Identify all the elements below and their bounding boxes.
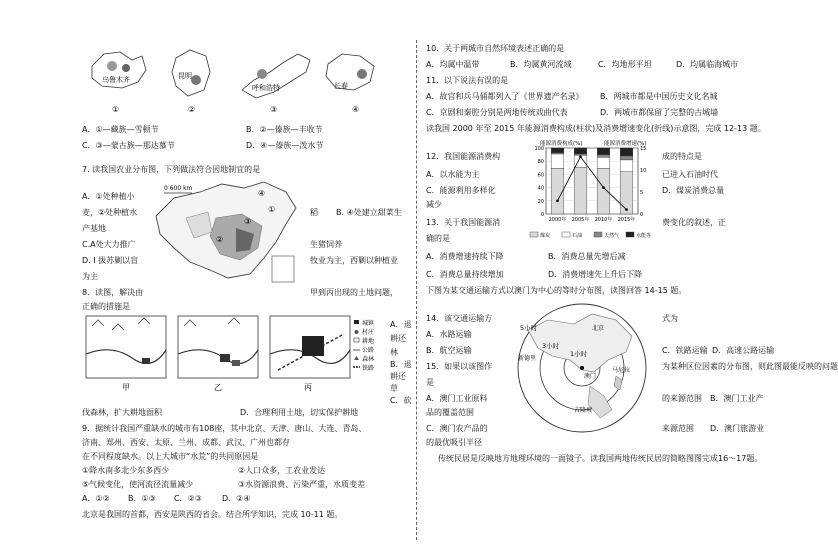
- q7-option-b-2: 产基地: [82, 224, 106, 233]
- q12-option-d: D．煤炭消费总量: [662, 186, 725, 195]
- q11-stem: 11．以下说法有误的是: [426, 76, 509, 85]
- y-tick-right: 15: [640, 146, 647, 152]
- bar-水能等: [574, 148, 587, 154]
- y-tick-left: 60: [537, 172, 544, 179]
- ring-label-5h: 5小时: [520, 324, 538, 332]
- q14-option-d: D．高速公路运输: [712, 346, 775, 355]
- q13-option-a: A．消费增速持续下降: [426, 252, 504, 261]
- svg-text:①: ①: [112, 105, 120, 114]
- marker-1: ①: [268, 205, 276, 214]
- q12-stem-2: 成的特点是: [662, 152, 702, 161]
- q9-line-2: 济南、郑州、西安、太原、兰州、成都、武汉、广州也都存: [82, 438, 290, 447]
- q8-stem-3: 正确的措施是: [82, 302, 130, 311]
- growth-point: [602, 186, 605, 189]
- map-3: [242, 54, 310, 114]
- x-tick-label: 2010年: [594, 217, 613, 223]
- q11-option-b: B．两城市都是中国历史文化名城: [600, 92, 718, 101]
- q7-option-d-2: 牧业为主，西剿以种植业: [310, 256, 398, 265]
- q9-item-3: ③水资源浪费、污染严重，水质变差: [238, 480, 366, 489]
- q12-option-a: A．以水能为主: [426, 170, 480, 179]
- map-1: [92, 52, 146, 114]
- marker-3: ③: [244, 217, 252, 226]
- growth-point: [556, 200, 559, 203]
- panel-yi: [178, 316, 258, 392]
- bar-水能等: [551, 148, 564, 153]
- marker-4: ④: [258, 189, 266, 198]
- q9-item-2: ②人口众多，工农业发达: [238, 466, 326, 475]
- bar-水能等: [597, 148, 610, 155]
- map-caption-1: 乌鲁木齐: [102, 76, 130, 84]
- q7-option-a-1: A．①处种植小: [82, 192, 135, 201]
- bar-天然气: [620, 156, 633, 160]
- svg-text:城镇: 城镇: [362, 320, 375, 327]
- q8-option-c-text: 伐森林，扩大耕地面积: [82, 408, 162, 417]
- q13-stem-2: 费变化的叙述，正: [662, 218, 726, 227]
- q9-option-b: B．①③: [128, 494, 156, 503]
- q6-option-d: D．④—傣族—泼水节: [246, 141, 324, 150]
- q8-option-d: D．合理利用土地，切实保护耕地: [240, 408, 359, 417]
- map-caption-4: 长春: [334, 82, 348, 90]
- q15-option-d-2: 的最优吸引半径: [426, 438, 482, 447]
- bar-水能等: [620, 148, 633, 156]
- panel-bing: [270, 316, 350, 392]
- legend-swatch-水能等: [626, 232, 634, 237]
- legend-swatch-天然气: [594, 232, 602, 237]
- q14-15-intro: 下图为某交通运输方式以澳门为中心的等时分布图，读图回答 14-15 题。: [426, 286, 687, 295]
- q7-option-d-3: 为主: [82, 272, 98, 281]
- svg-text:③: ③: [270, 105, 278, 114]
- q8-option-a-3: 林: [390, 348, 398, 357]
- q10-option-b: B．均属黄河流域: [510, 60, 572, 69]
- q9-line-1: 9．据统计我国严重缺水的城市有108座，其中北京、天津、唐山、大连、青岛、: [82, 424, 367, 433]
- q8-option-c: C．砍: [390, 396, 412, 405]
- q8-stem-1: 8．读图，解决由: [82, 288, 144, 297]
- q15-option-c-2: 来源范围: [662, 424, 694, 433]
- isochrone-map: [508, 300, 658, 436]
- map-caption-3: 呼和浩特: [252, 84, 280, 92]
- ring-label-3h: 3小时: [542, 342, 560, 350]
- place-manila: 马尼拉: [612, 367, 631, 374]
- q15-stem-2: 为某种区位因素的分布图，则此图最能反映的问题: [662, 362, 838, 371]
- q14-option-b: B．航空运输: [426, 346, 472, 355]
- bar-石油: [551, 154, 564, 169]
- q14-stem-2: 式为: [662, 314, 678, 323]
- legend-label-天然气: 天然气: [604, 233, 620, 239]
- bar-石油: [597, 157, 610, 168]
- ring-label-1h: 1小时: [570, 350, 588, 358]
- q9-item-1: ①降水南多北少东多西少: [82, 466, 170, 475]
- q9-option-c: C．②③: [174, 494, 202, 503]
- x-tick-label: 2005年: [571, 217, 590, 223]
- q10-stem: 10．关于两城市自然环境表述正确的是: [426, 44, 565, 53]
- svg-text:丙: 丙: [304, 383, 312, 392]
- q15-option-b: B．澳门工业产: [710, 394, 764, 403]
- chart-legend: [530, 232, 651, 239]
- q10-option-a: A．均属中温带: [426, 60, 480, 69]
- q9-item-4: ⑤气候变化，使河流径流量减少: [82, 480, 194, 489]
- y-tick-right: 0: [640, 212, 644, 218]
- q12-stem-1: 12．我国能源消费构: [426, 152, 501, 161]
- q13-stem-3: 确的是: [426, 234, 450, 243]
- growth-point: [625, 208, 628, 211]
- legend-swatch-石油: [562, 232, 570, 237]
- panel-jia: [86, 316, 166, 392]
- legend-label-水能等: 水能等: [636, 233, 652, 239]
- q15-option-c: C．澳门农产品的: [426, 424, 488, 433]
- q15-stem-3: 是: [426, 378, 434, 387]
- q12-13-intro: 读我国 2000 年至 2015 年能源消费构成(柱状)及消费增速变化(折线)示意图，完成 12-13 题。: [426, 124, 766, 133]
- y-tick-left: 0: [540, 212, 544, 218]
- y-tick-right: 10: [640, 168, 647, 174]
- q15-option-d: D．澳门旅游业: [710, 424, 765, 433]
- q15-option-a-2: 的来源范围: [662, 394, 702, 403]
- svg-text:铁路: 铁路: [362, 365, 375, 372]
- q8-option-b-2: 耕还: [390, 372, 406, 381]
- svg-text:村庄: 村庄: [362, 329, 375, 336]
- y-tick-left: 20: [537, 198, 544, 205]
- q13-option-b: B．消费总量先增后减: [548, 252, 626, 261]
- bar-石油: [620, 160, 633, 172]
- y-tick-left: 100: [534, 146, 544, 152]
- q8-stem-2: 甲到丙出现的土地问题，: [310, 288, 398, 297]
- q10-option-d: D．均属临海城市: [676, 60, 739, 69]
- south-sea-inset: [272, 256, 294, 282]
- bar-天然气: [597, 155, 610, 158]
- q10-11-intro: 北京是我国的首都，西安是陕西的省会。结合所学知识，完成 10-11 题。: [82, 510, 343, 519]
- q13-option-c: C．消费总量持续增加: [426, 270, 504, 279]
- x-tick-label: 2015年: [617, 217, 636, 223]
- q12-option-b: 已进入石油时代: [662, 170, 718, 179]
- place-macau: 澳门: [584, 373, 597, 380]
- q15-option-b-2: 品的覆盖范围: [426, 408, 474, 417]
- svg-text:甲: 甲: [122, 383, 130, 392]
- map-scale-label: 0 600 km: [164, 185, 193, 192]
- bar-煤炭: [551, 168, 564, 214]
- q8-option-a-2: 耕还: [390, 334, 406, 343]
- q7-option-b: B. ④处建立甜菜生: [336, 208, 402, 217]
- svg-text:乙: 乙: [214, 383, 222, 392]
- svg-text:公路: 公路: [362, 347, 375, 354]
- q14-option-c: C．铁路运输: [662, 346, 708, 355]
- map-caption-2: 昆明: [178, 72, 192, 80]
- q6-option-a: A．①—藏族—雪顿节: [82, 125, 159, 134]
- map-2: [172, 50, 210, 114]
- growth-point: [579, 156, 582, 159]
- q11-option-d: D．两城市都保留了完整的古城墙: [600, 108, 719, 117]
- q14-stem-1: 14．该交通运输方: [426, 314, 493, 323]
- q7-option-d: D. I 拔苏剿以盲: [82, 256, 139, 265]
- place-kuala-lumpur: 吉隆坡: [574, 407, 593, 414]
- q7-option-c-2: 生猪饲养: [310, 240, 342, 249]
- land-use-legend: [353, 319, 375, 372]
- legend-label-煤炭: 煤炭: [540, 233, 551, 239]
- q8-option-a-1: A．退: [390, 320, 412, 329]
- q12-option-c: C．能源利用多样化: [426, 186, 496, 195]
- x-tick-label: 2000年: [548, 217, 567, 223]
- q13-stem-1: 13．关于我国能源消: [426, 218, 501, 227]
- q13-option-d: D．消费增速先上升后下降: [548, 270, 643, 279]
- q9-option-d: D．②④: [222, 494, 251, 503]
- q9-line-3: 在不同程度缺水。以上大城市“水荒”的共同原因是: [82, 452, 259, 461]
- column-divider: [416, 40, 417, 540]
- q12-option-d-2: 减少: [426, 200, 442, 209]
- q7-option-a-2: 麦，②处种植水: [82, 208, 138, 217]
- legend-swatch-煤炭: [530, 232, 538, 237]
- bar-煤炭: [597, 168, 610, 214]
- chart-title-right: 能源消费增速(%): [604, 141, 647, 147]
- q9-option-a: A．①②: [82, 494, 110, 503]
- q7-stem: 7. 读我国农业分布图，下列做法符合因地制宜的是: [82, 165, 261, 174]
- bar-煤炭: [620, 172, 633, 214]
- q10-option-c: C．均地形平坦: [598, 60, 652, 69]
- y-tick-right: 5: [640, 190, 644, 196]
- bar-煤炭: [574, 167, 587, 214]
- province-maps: [84, 44, 384, 120]
- y-tick-left: 80: [537, 159, 544, 166]
- q14-option-a: A．水路运输: [426, 330, 472, 339]
- land-use-panels: [82, 314, 382, 394]
- q8-option-b-1: B．退: [390, 360, 412, 369]
- svg-text:②: ②: [188, 105, 196, 114]
- q7-option-a-3: 稻: [310, 208, 318, 217]
- map-4: [326, 54, 374, 114]
- y-tick-left: 40: [537, 185, 544, 192]
- q6-option-b: B．②—傣族—丰收节: [246, 125, 323, 134]
- q7-option-c: C.A处大力推广: [82, 240, 136, 249]
- q11-option-c: C．京剧和秦腔分别是两地传统戏曲代表: [426, 108, 568, 117]
- legend-label-石油: 石油: [572, 233, 583, 239]
- china-agriculture-map: [146, 178, 306, 286]
- q6-option-c: C．③—蒙古族—那达慕节: [82, 141, 175, 150]
- chart-title-left: 能源消费构成(%): [540, 141, 583, 147]
- energy-chart: [528, 138, 656, 242]
- svg-text:森林: 森林: [362, 356, 375, 363]
- q11-option-a: A．故宫和兵马俑都列入了《世界遗产名录》: [426, 92, 584, 101]
- q8-option-b-3: 草: [390, 384, 398, 393]
- svg-text:耕地: 耕地: [362, 338, 375, 345]
- q15-option-a: A．澳门工业原料: [426, 394, 488, 403]
- q15-stem-1: 15．如果以该图作: [426, 362, 493, 371]
- q16-17-intro: 传统民居是反映地方地理环境的一面镜子。读我国两地传统民居的简略图图完成16～17题。: [438, 454, 763, 463]
- marker-2: ②: [216, 235, 224, 244]
- place-beijing: 北京: [592, 325, 605, 332]
- svg-text:④: ④: [352, 105, 360, 114]
- place-new-delhi: 新德里: [518, 355, 537, 362]
